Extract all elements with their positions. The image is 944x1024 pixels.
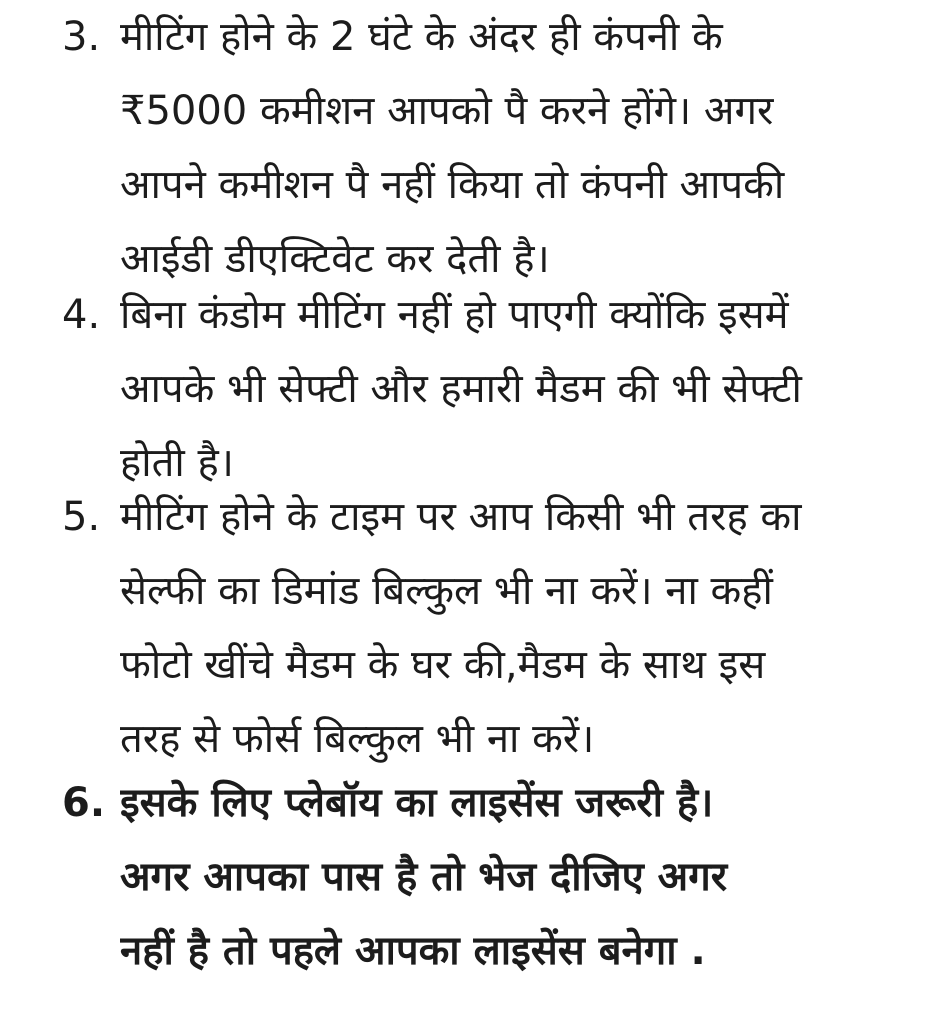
- item-number: 3.: [62, 14, 101, 60]
- item-text: [120, 278, 920, 500]
- item-number: 5.: [62, 494, 101, 540]
- item-text: [120, 480, 920, 776]
- item-text: [120, 0, 920, 296]
- text-line: नहीं है तो पहले आपका लाइसेंस बनेगा .: [120, 928, 706, 974]
- item-number: 4.: [62, 292, 101, 338]
- text-line: मीटिंग होने के टाइम पर आप किसी भी तरह का: [120, 494, 802, 540]
- text-line: आईडी डीएक्टिवेट कर देती है।: [120, 236, 550, 282]
- text-line: मीटिंग होने के 2 घंटे के अंदर ही कंपनी के: [120, 14, 723, 60]
- text-line: आपके भी सेफ्टी और हमारी मैडम की भी सेफ्टी: [120, 366, 802, 412]
- item-number: 6.: [62, 780, 106, 826]
- text-line: फोटो खींचे मैडम के घर की,मैडम के साथ इस: [120, 642, 766, 688]
- text-line: बिना कंडोम मीटिंग नहीं हो पाएगी क्योंकि इसमें: [120, 292, 789, 338]
- text-line: ₹5000 कमीशन आपको पै करने होंगे। अगर: [120, 88, 774, 134]
- text-line: तरह से फोर्स बिल्कुल भी ना करें।: [120, 716, 595, 762]
- text-line: होती है।: [120, 440, 234, 486]
- text-line: सेल्फी का डिमांड बिल्कुल भी ना करें। ना कहीं: [120, 568, 773, 614]
- text-line: इसके लिए प्लेबॉय का लाइसेंस जरूरी है।: [120, 780, 714, 826]
- item-text: [120, 766, 920, 988]
- text-line: आपने कमीशन पै नहीं किया तो कंपनी आपकी: [120, 162, 785, 208]
- text-line: अगर आपका पास है तो भेज दीजिए अगर: [120, 854, 728, 900]
